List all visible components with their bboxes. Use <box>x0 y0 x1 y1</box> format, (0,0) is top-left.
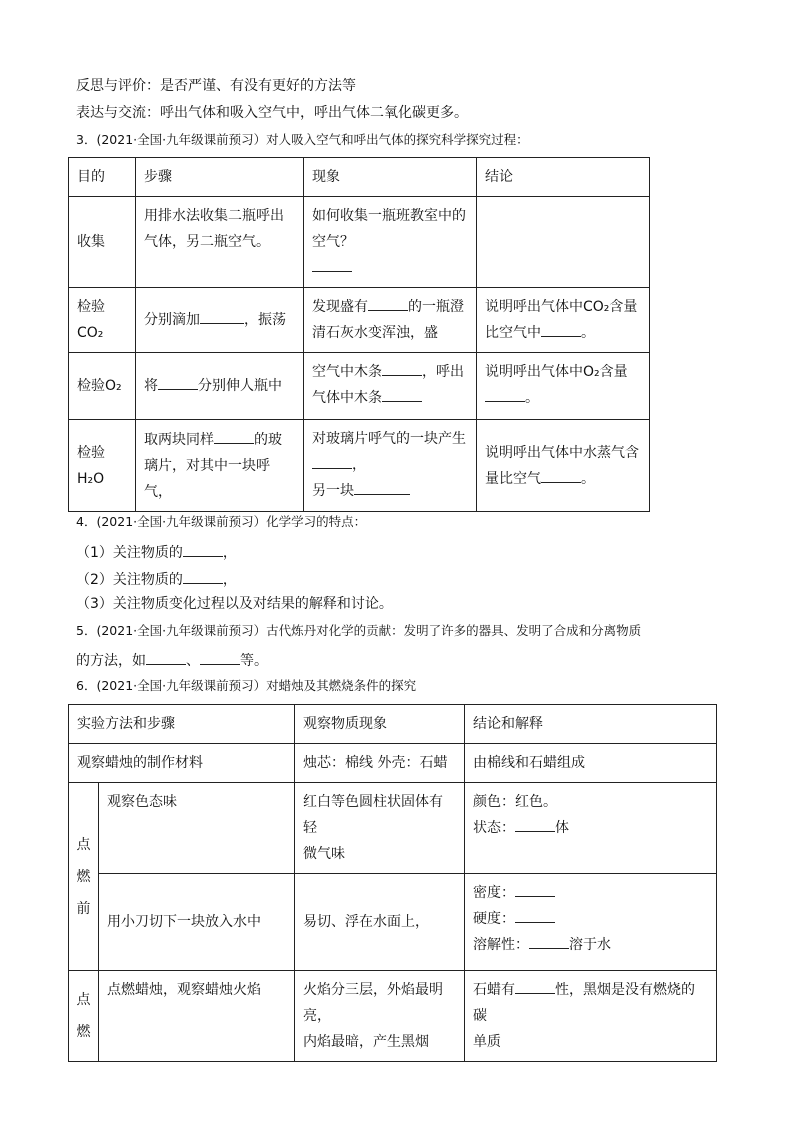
phenomenon-text: ，呼出 <box>422 364 464 380</box>
question-4-title: 4．(2021·全国·九年级课前预习）化学学习的特点： <box>76 514 367 529</box>
method-text: 用小刀切下一块放入水中 <box>99 874 295 971</box>
answer-blank <box>515 977 555 994</box>
phenomenon-text: 对玻璃片呼气的一块产生 <box>312 431 466 447</box>
answer-blank <box>183 540 223 557</box>
answer-blank <box>146 648 186 665</box>
question-4-item-2: （2）关注物质的 ， <box>76 567 237 590</box>
answer-blank <box>541 320 581 337</box>
question-5-line-2: 的方法，如 、 等。 <box>76 648 268 671</box>
candle-exploration-table <box>68 704 717 1062</box>
phenomenon-text: 烛芯：棉线 外壳：石蜡 <box>295 744 465 783</box>
before-ignition-label: 点 燃 前 <box>69 783 99 971</box>
purpose-o2: 检验O₂ <box>69 353 136 420</box>
phenomenon-text: 易切、浮在水面上， <box>295 874 465 971</box>
answer-blank <box>515 906 555 923</box>
question-4-item-3: （3）关注物质变化过程以及对结果的解释和讨论。 <box>76 596 393 612</box>
header-step: 步骤 <box>136 158 304 197</box>
ignition-label: 点 燃 <box>69 971 99 1062</box>
header-conclusion: 结论 <box>477 158 650 197</box>
answer-blank <box>515 815 555 832</box>
conclusion-text: 说明呼出气体中水蒸气含 <box>485 444 639 461</box>
method-text: 点燃蜡烛，观察蜡烛火焰 <box>99 971 295 1062</box>
question-5-title: 5．(2021·全国·九年级课前预习）古代炼丹对化学的贡献：发明了许多的器具、发明了合成和分离物质 <box>76 623 642 638</box>
phenomenon-text: 火焰分三层，外焰最明亮， <box>303 982 443 1024</box>
answer-blank <box>354 478 410 495</box>
purpose-h2o: 检验H₂O <box>69 420 136 512</box>
phenomenon-text: 内焰最暗，产生黑烟 <box>303 1034 429 1050</box>
phenomenon-text: 的一瓶澄 <box>408 299 464 315</box>
phenomenon-text: 空气中木条 <box>312 364 382 380</box>
step-text: 分别伸人瓶中 <box>198 378 282 394</box>
question-3-title: 3．(2021·全国·九年级课前预习）对人吸入空气和呼出气体的探究科学探究过程： <box>76 132 529 147</box>
conclusion-text: 。 <box>581 325 595 341</box>
phenomenon-text: 发现盛有 <box>312 299 368 315</box>
header-conclusion: 结论和解释 <box>465 705 717 744</box>
answer-blank <box>529 932 569 949</box>
answer-blank <box>541 466 581 483</box>
answer-blank <box>312 452 352 469</box>
answer-blank <box>515 880 555 897</box>
conclusion-text: 说明呼出气体中CO₂含量 <box>485 299 638 315</box>
table-row <box>69 288 650 353</box>
phenomenon-text: 红白等色圆柱状固体有轻 <box>303 794 443 836</box>
answer-blank <box>200 307 244 324</box>
table-row: 点 燃 点燃蜡烛，观察蜡烛火焰 火焰分三层，外焰最明亮， 内焰最暗，产生黑烟 石蜡有 性，黑烟是没有燃烧的碳 单质 <box>69 971 717 1062</box>
conclusion-text: 说明呼出气体中O₂含量 <box>485 364 628 380</box>
answer-blank <box>214 427 254 444</box>
conclusion-text: 量比空气 <box>485 470 541 487</box>
phenomenon-text: ， <box>352 457 366 473</box>
answer-blank <box>382 359 422 376</box>
answer-blank <box>485 385 525 402</box>
step-text: 的玻 <box>254 431 282 448</box>
step-text: 取两块同样 <box>144 431 214 448</box>
phenomenon-text: 另一块 <box>312 483 354 499</box>
table-row <box>69 420 650 512</box>
conclusion-text: 颜色：红色。 <box>473 794 557 810</box>
table-row <box>69 744 717 783</box>
answer-blank <box>368 294 408 311</box>
question-4-item-1: （1）关注物质的 ， <box>76 540 237 563</box>
phenomenon-text: 清石灰水变浑浊，盛 <box>312 325 438 341</box>
header-phenomenon: 现象 <box>304 158 477 197</box>
step-text: 将 <box>144 378 158 394</box>
method-text: 观察色态味 <box>99 783 295 874</box>
breath-exploration-table <box>68 157 650 512</box>
table-row <box>69 197 650 288</box>
conclusion-text: 比空气中 <box>485 325 541 341</box>
step-text: ，振荡 <box>244 312 286 328</box>
conclusion-text: 由棉线和石蜡组成 <box>465 744 717 783</box>
expression-line: 表达与交流：呼出气体和吸入空气中，呼出气体二氧化碳更多。 <box>76 105 468 121</box>
answer-blank <box>183 567 223 584</box>
step-text: 气体，另二瓶空气。 <box>144 234 270 250</box>
header-phenomenon: 观察物质现象 <box>295 705 465 744</box>
header-method: 实验方法和步骤 <box>69 705 295 744</box>
answer-blank <box>382 385 422 402</box>
step-text: 璃片，对其中一块呼气， <box>144 457 270 500</box>
table-row: 点 燃 前 观察色态味 红白等色圆柱状固体有轻 微气味 颜色：红色。 状态： 体 <box>69 783 717 874</box>
conclusion-text: 。 <box>581 470 595 487</box>
reflection-line: 反思与评价：是否严谨、有没有更好的方法等 <box>76 78 356 94</box>
phenomenon-text: 气体中木条 <box>312 390 382 406</box>
step-text: 分别滴加 <box>144 312 200 328</box>
table-row: 用小刀切下一块放入水中 易切、浮在水面上， 密度： 硬度： 溶解性： 溶于水 <box>69 874 717 971</box>
purpose-co2: 检验CO₂ <box>69 288 136 353</box>
conclusion-text: 单质 <box>473 1034 501 1050</box>
answer-blank <box>312 255 352 272</box>
table-row <box>69 353 650 420</box>
step-text: 用排水法收集二瓶呼出 <box>144 208 284 224</box>
phenomenon-text: 如何收集一瓶班教室中的空气？ <box>312 208 466 250</box>
answer-blank <box>158 373 198 390</box>
header-purpose: 目的 <box>69 158 136 197</box>
phenomenon-text: 微气味 <box>303 846 345 862</box>
method-text: 观察蜡烛的制作材料 <box>69 744 295 783</box>
question-6-title: 6．(2021·全国·九年级课前预习）对蜡烛及其燃烧条件的探究 <box>76 678 417 693</box>
conclusion-text: 。 <box>525 390 539 406</box>
purpose-collect: 收集 <box>69 197 136 288</box>
answer-blank <box>200 648 240 665</box>
